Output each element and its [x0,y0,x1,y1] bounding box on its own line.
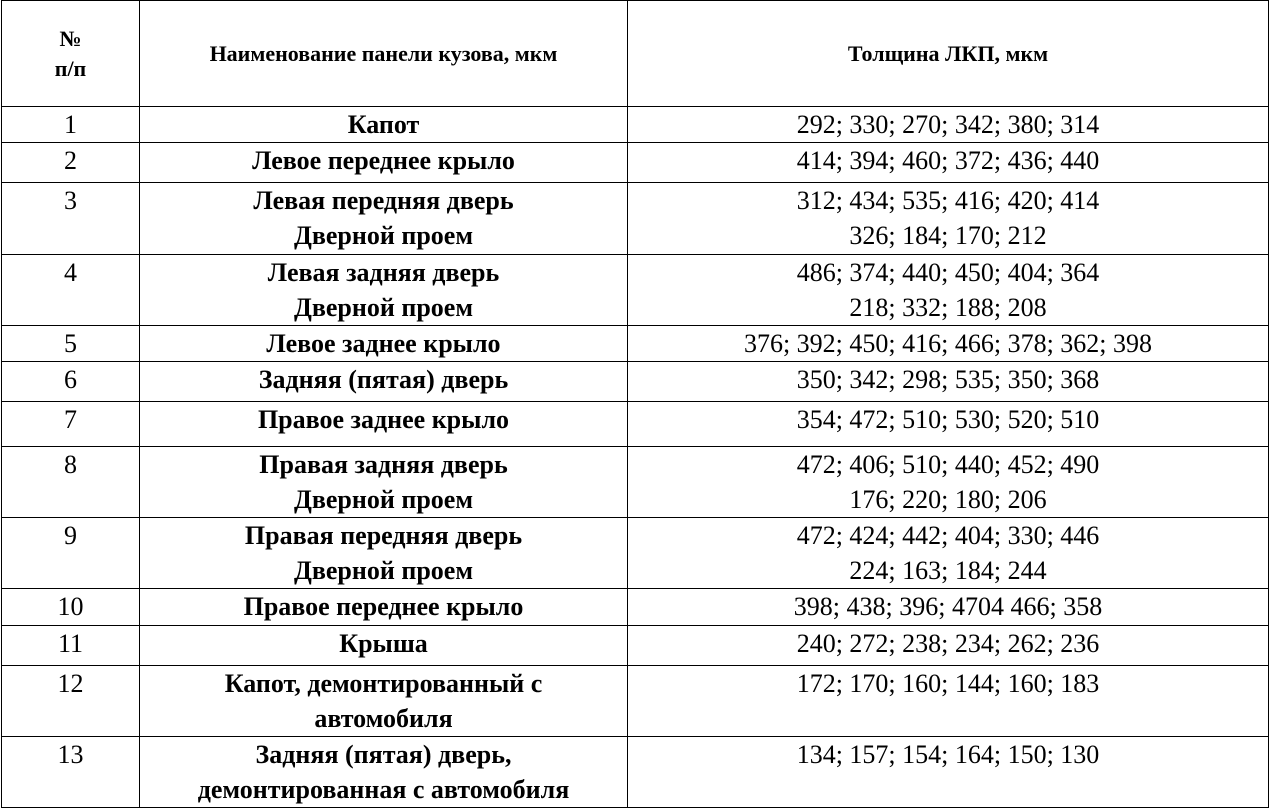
row-number-cell: 7 [2,402,140,447]
panel-name-cell [140,362,628,402]
thickness-values-line: 326; 184; 170; 212 [849,221,1047,250]
panel-name-cell [140,107,628,143]
thickness-values-cell [628,737,1269,808]
table-row [2,362,1269,402]
row-number-cell: 5 [2,326,140,362]
header-num-line-1: № [59,25,82,51]
panel-name-line: Дверной проем [293,293,474,322]
header-row [2,1,1269,107]
row-number-cell: 13 [2,737,140,808]
panel-name-line: Капот, демонтированный с [224,669,543,698]
table-row [2,326,1269,362]
thickness-values-line: 376; 392; 450; 416; 466; 378; 362; 398 [743,329,1153,358]
header-num-cell [2,1,140,107]
thickness-values-cell [628,255,1269,326]
row-number-cell: 12 [2,666,140,737]
thickness-values-cell [628,107,1269,143]
table-row [2,107,1269,143]
panel-name-line: Дверной проем [293,485,474,514]
panel-name-cell [140,255,628,326]
table-row [2,255,1269,326]
panel-name-line: автомобиля [314,704,453,733]
panel-name-line: Дверной проем [293,221,474,250]
table-row [2,737,1269,808]
table-body [2,107,1269,808]
paint-thickness-table [1,0,1269,808]
panel-name-cell [140,589,628,626]
row-number-cell: 4 [2,255,140,326]
thickness-values-line: 354; 472; 510; 530; 520; 510 [796,405,1100,434]
table-row [2,518,1269,589]
panel-name-line: Левое переднее крыло [252,146,515,175]
thickness-values-line: 218; 332; 188; 208 [849,293,1047,322]
thickness-values-line: 350; 342; 298; 535; 350; 368 [796,365,1100,394]
table-row [2,447,1269,518]
thickness-values-cell [628,402,1269,447]
header-num-line-2: п/п [54,55,87,81]
thickness-values-line: 224; 163; 184; 244 [849,556,1047,585]
panel-name-line: Дверной проем [293,556,474,585]
panel-name-cell [140,447,628,518]
thickness-values-cell [628,143,1269,183]
row-number-cell: 10 [2,589,140,626]
panel-name-cell [140,183,628,255]
panel-name-line: Задняя (пятая) дверь [258,365,509,394]
thickness-values-line: 292; 330; 270; 342; 380; 314 [796,110,1100,139]
thickness-values-cell [628,589,1269,626]
thickness-values-line: 240; 272; 238; 234; 262; 236 [796,629,1100,658]
row-number-cell: 3 [2,183,140,255]
row-number-cell: 8 [2,447,140,518]
thickness-values-line: 472; 424; 442; 404; 330; 446 [796,521,1100,550]
panel-name-cell [140,666,628,737]
table-row [2,143,1269,183]
thickness-values-cell [628,666,1269,737]
panel-name-cell [140,402,628,447]
panel-name-cell [140,626,628,666]
panel-name-line: Правое переднее крыло [243,592,524,621]
table-row [2,589,1269,626]
panel-name-line: демонтированная с автомобиля [197,775,570,804]
thickness-values-line: 398; 438; 396; 4704 466; 358 [793,592,1103,621]
panel-name-line: Левая передняя дверь [253,186,514,215]
row-number-cell: 9 [2,518,140,589]
panel-name-cell [140,737,628,808]
thickness-values-cell [628,362,1269,402]
thickness-values-line: 134; 157; 154; 164; 150; 130 [796,740,1100,769]
table-row [2,626,1269,666]
panel-name-line: Правая передняя дверь [244,521,523,550]
thickness-values-line: 472; 406; 510; 440; 452; 490 [796,450,1100,479]
thickness-values-line: 486; 374; 440; 450; 404; 364 [796,258,1100,287]
thickness-values-line: 172; 170; 160; 144; 160; 183 [796,669,1100,698]
row-number-cell: 2 [2,143,140,183]
row-number-cell: 11 [2,626,140,666]
thickness-values-cell [628,326,1269,362]
thickness-values-line: 414; 394; 460; 372; 436; 440 [796,146,1100,175]
thickness-values-line: 312; 434; 535; 416; 420; 414 [796,186,1100,215]
panel-name-line: Правая задняя дверь [259,450,508,479]
table-row [2,183,1269,255]
table-row [2,402,1269,447]
thickness-values-cell [628,183,1269,255]
thickness-values-cell [628,626,1269,666]
panel-name-cell [140,326,628,362]
header-thickness-cell: Толщина ЛКП, мкм [628,1,1269,107]
thickness-values-cell [628,447,1269,518]
thickness-values-line: 176; 220; 180; 206 [849,485,1047,514]
panel-name-line: Капот [347,110,420,139]
panel-name-line: Задняя (пятая) дверь, [255,740,512,769]
thickness-values-cell [628,518,1269,589]
table-row [2,666,1269,737]
row-number-cell: 1 [2,107,140,143]
panel-name-line: Правое заднее крыло [257,405,510,434]
panel-name-cell [140,143,628,183]
panel-name-line: Левое заднее крыло [266,329,501,358]
panel-name-line: Крыша [339,629,428,658]
panel-name-cell [140,518,628,589]
panel-name-line: Левая задняя дверь [267,258,500,287]
row-number-cell: 6 [2,362,140,402]
header-name-cell: Наименование панели кузова, мкм [140,1,628,107]
